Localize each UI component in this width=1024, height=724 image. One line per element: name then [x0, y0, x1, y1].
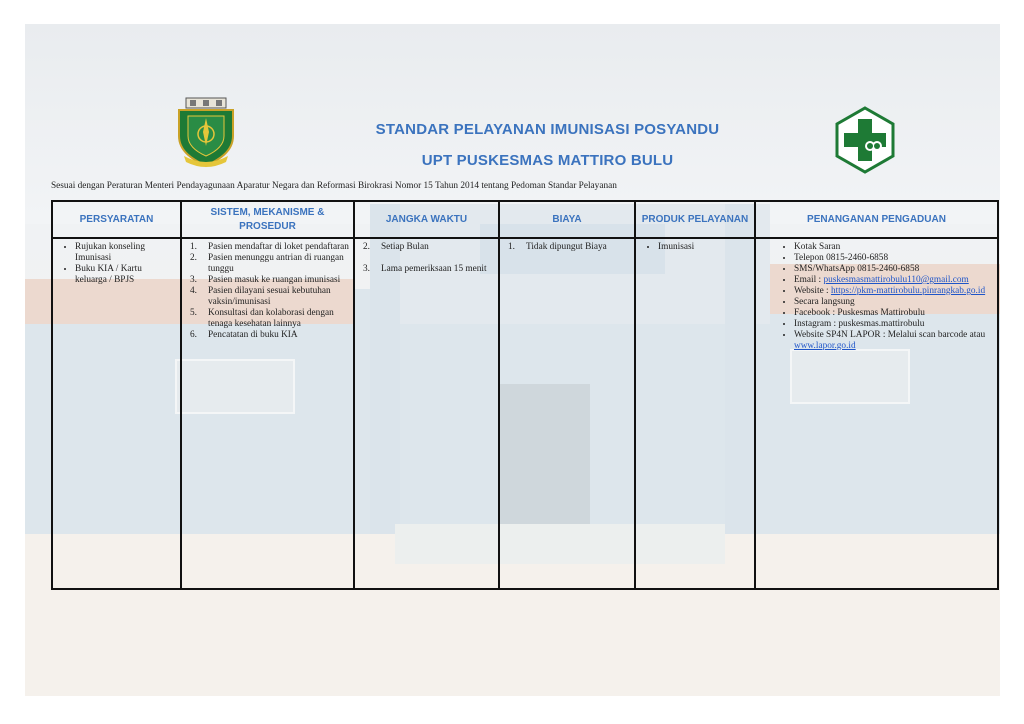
- cell-biaya: [499, 238, 635, 589]
- header-pengaduan: PENANGANAN PENGADUAN: [755, 201, 998, 238]
- list-item: 2. Pasien menunggu antrian di ruangan tunggu: [190, 253, 344, 274]
- header-produk: PRODUK PELAYANAN: [635, 201, 755, 238]
- list-item: • Imunisasi: [658, 242, 750, 253]
- list-item: • Website SP4N LAPOR : Melalui scan barcode atau www.lapor.go.id: [794, 330, 993, 352]
- page-subtitle: UPT PUSKESMAS MATTIRO BULU: [421, 152, 674, 169]
- list-item: • Buku KIA / Kartu keluarga / BPJS: [75, 264, 176, 286]
- table-header-row: [52, 201, 998, 238]
- email-link[interactable]: puskesmasmattirobulu110@gmail.com: [823, 275, 969, 285]
- page-title: STANDAR PELAYANAN IMUNISASI POSYANDU: [375, 121, 720, 138]
- cell-jangka-waktu: [354, 238, 499, 589]
- header-persyaratan: PERSYARATAN: [52, 201, 181, 238]
- list-item: 3. Lama pemeriksaan 15 menit: [363, 264, 487, 274]
- regional-coat-of-arms-icon: [174, 96, 238, 168]
- list-item: • Telepon 0815-2460-6858: [794, 253, 993, 264]
- list-item: 6. Pencatatan di buku KIA: [190, 330, 298, 340]
- list-item: 1. Tidak dipungut Biaya: [508, 242, 607, 252]
- list-item: • Rujukan konseling Imunisasi: [75, 242, 176, 264]
- header-jangka-waktu: JANGKA WAKTU: [354, 201, 499, 238]
- list-item: • Instagram : puskesmas.mattirobulu: [794, 319, 993, 330]
- list-item: 5. Konsultasi dan kolaborasi dengan tenaga kesehatan lainnya: [190, 308, 334, 329]
- list-item: • Website : https://pkm-mattirobulu.pinrangkab.go.id: [794, 286, 993, 297]
- list-item: 2. Setiap Bulan: [363, 242, 429, 252]
- list-item: • SMS/WhatsApp 0815-2460-6858: [794, 264, 993, 275]
- cell-persyaratan: [52, 238, 181, 589]
- puskesmas-cross-icon: [833, 106, 897, 174]
- list-item: • Kotak Saran: [794, 242, 993, 253]
- list-item: • Facebook : Puskesmas Mattirobulu: [794, 308, 993, 319]
- cell-produk: [635, 238, 755, 589]
- list-item: 4. Pasien dilayani sesuai kebutuhan vaksin/imunisasi: [190, 286, 331, 307]
- header-sistem: SISTEM, MEKANISME & PROSEDUR: [181, 201, 354, 238]
- list-item: • Secara langsung: [794, 297, 993, 308]
- list-item: 1. Pasien mendaftar di loket pendaftaran: [190, 242, 349, 252]
- header-biaya: BIAYA: [499, 201, 635, 238]
- website-link[interactable]: https://pkm-mattirobulu.pinrangkab.go.id: [830, 286, 986, 296]
- service-standard-table: [51, 200, 999, 590]
- intro-text: Sesuai dengan Peraturan Menteri Pendayagunaan Aparatur Negara dan Reformasi Birokrasi Nomor 15 Tahun 2014 tentang Pedoman Standar Pelayanan: [51, 181, 617, 191]
- cell-sistem: [181, 238, 354, 589]
- cell-pengaduan: [755, 238, 998, 589]
- lapor-link[interactable]: www.lapor.go.id: [794, 341, 856, 351]
- table-row: [52, 238, 998, 589]
- list-item: • Email : puskesmasmattirobulu110@gmail.com: [794, 275, 993, 286]
- list-item: 3. Pasien masuk ke ruangan imunisasi: [190, 275, 341, 285]
